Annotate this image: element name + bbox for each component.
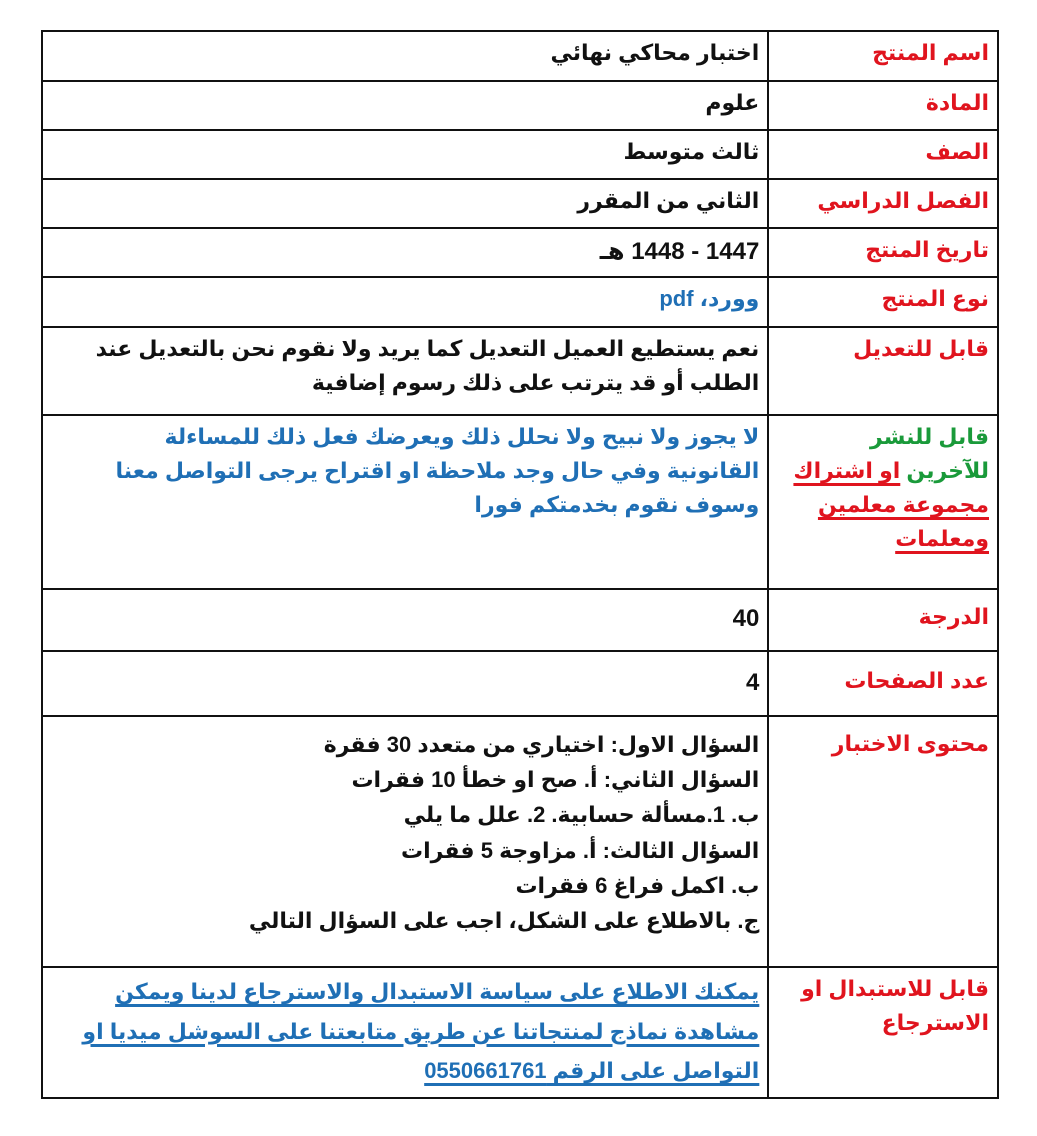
row-subject	[42, 81, 998, 130]
row-test-content	[42, 716, 998, 967]
text-line: نعم يستطيع العميل التعديل كما يريد ولا نقوم نحن بالتعديل عند	[95, 336, 760, 361]
label: الصف	[768, 130, 998, 179]
text-line: الطلب أو قد يترتب على ذلك رسوم إضافية	[311, 370, 760, 396]
text-line: السؤال الثالث: أ. مزاوجة 5 فقرات	[401, 837, 760, 863]
row-grade	[42, 130, 998, 179]
label: محتوى الاختبار	[768, 716, 998, 967]
label-part: قابل للنشر	[870, 424, 989, 449]
label	[768, 415, 998, 589]
label: الفصل الدراسي	[768, 179, 998, 228]
row-product-name	[42, 31, 998, 81]
text-line: القانونية وفي حال وجد ملاحظة او اقتراح يرجى التواصل معنا	[115, 458, 760, 484]
returns-link[interactable]: مشاهدة نماذج لمنتجاتنا عن طريق متابعتنا على السوشل ميديا او	[82, 1018, 760, 1044]
value: 4	[42, 651, 768, 716]
value	[42, 967, 768, 1098]
row-semester	[42, 179, 998, 228]
value-pdf: pdf	[659, 286, 694, 311]
value: 40	[42, 589, 768, 651]
text-line: ب. اكمل فراغ 6 فقرات	[515, 872, 760, 898]
value: ثالث متوسط	[42, 130, 768, 179]
label	[768, 967, 998, 1098]
label: اسم المنتج	[768, 31, 998, 81]
row-pages	[42, 651, 998, 716]
text-line: ب. 1.مسألة حسابية. 2. علل ما يلي	[403, 802, 760, 828]
row-editable	[42, 327, 998, 415]
row-score	[42, 589, 998, 651]
text-line: السؤال الثاني: أ. صح او خطأ 10 فقرات	[351, 767, 760, 793]
label-part: مجموعة معلمين	[817, 492, 989, 518]
label-part: للآخرين	[906, 458, 989, 484]
label: قابل للتعديل	[768, 327, 998, 415]
value: الثاني من المقرر	[42, 179, 768, 228]
value	[42, 716, 768, 967]
label: المادة	[768, 81, 998, 130]
label: نوع المنتج	[768, 277, 998, 327]
value: علوم	[42, 81, 768, 130]
value: 1447 - 1448 هـ	[42, 228, 768, 277]
value-word: وورد،	[693, 286, 760, 311]
row-returns	[42, 967, 998, 1098]
value	[42, 277, 768, 327]
label-part: او اشتراك	[793, 458, 901, 484]
label: الدرجة	[768, 589, 998, 651]
label-line: قابل للاستبدال او	[801, 976, 989, 1001]
value	[42, 415, 768, 589]
product-info-table	[41, 30, 999, 1099]
label-part: ومعلمات	[895, 526, 989, 552]
text-line: ج. بالاطلاع على الشكل، اجب على السؤال التالي	[248, 907, 760, 933]
label: عدد الصفحات	[768, 651, 998, 716]
text-line: لا يجوز ولا نبيح ولا نحلل ذلك ويعرضك فعل ذلك للمساءلة	[164, 424, 760, 449]
phone-link[interactable]: التواصل على الرقم 0550661761	[424, 1058, 760, 1084]
value: اختبار محاكي نهائي	[42, 31, 768, 81]
text-line: السؤال الاول: اختياري من متعدد 30 فقرة	[323, 732, 760, 757]
label-line: الاسترجاع	[881, 1010, 989, 1036]
text-line: وسوف نقوم بخدمتكم فورا	[474, 492, 760, 518]
row-product-type	[42, 277, 998, 327]
returns-link[interactable]: يمكنك الاطلاع على سياسة الاستبدال والاسترجاع لدينا ويمكن	[115, 979, 760, 1004]
row-date	[42, 228, 998, 277]
label: تاريخ المنتج	[768, 228, 998, 277]
row-publishing	[42, 415, 998, 589]
value	[42, 327, 768, 415]
